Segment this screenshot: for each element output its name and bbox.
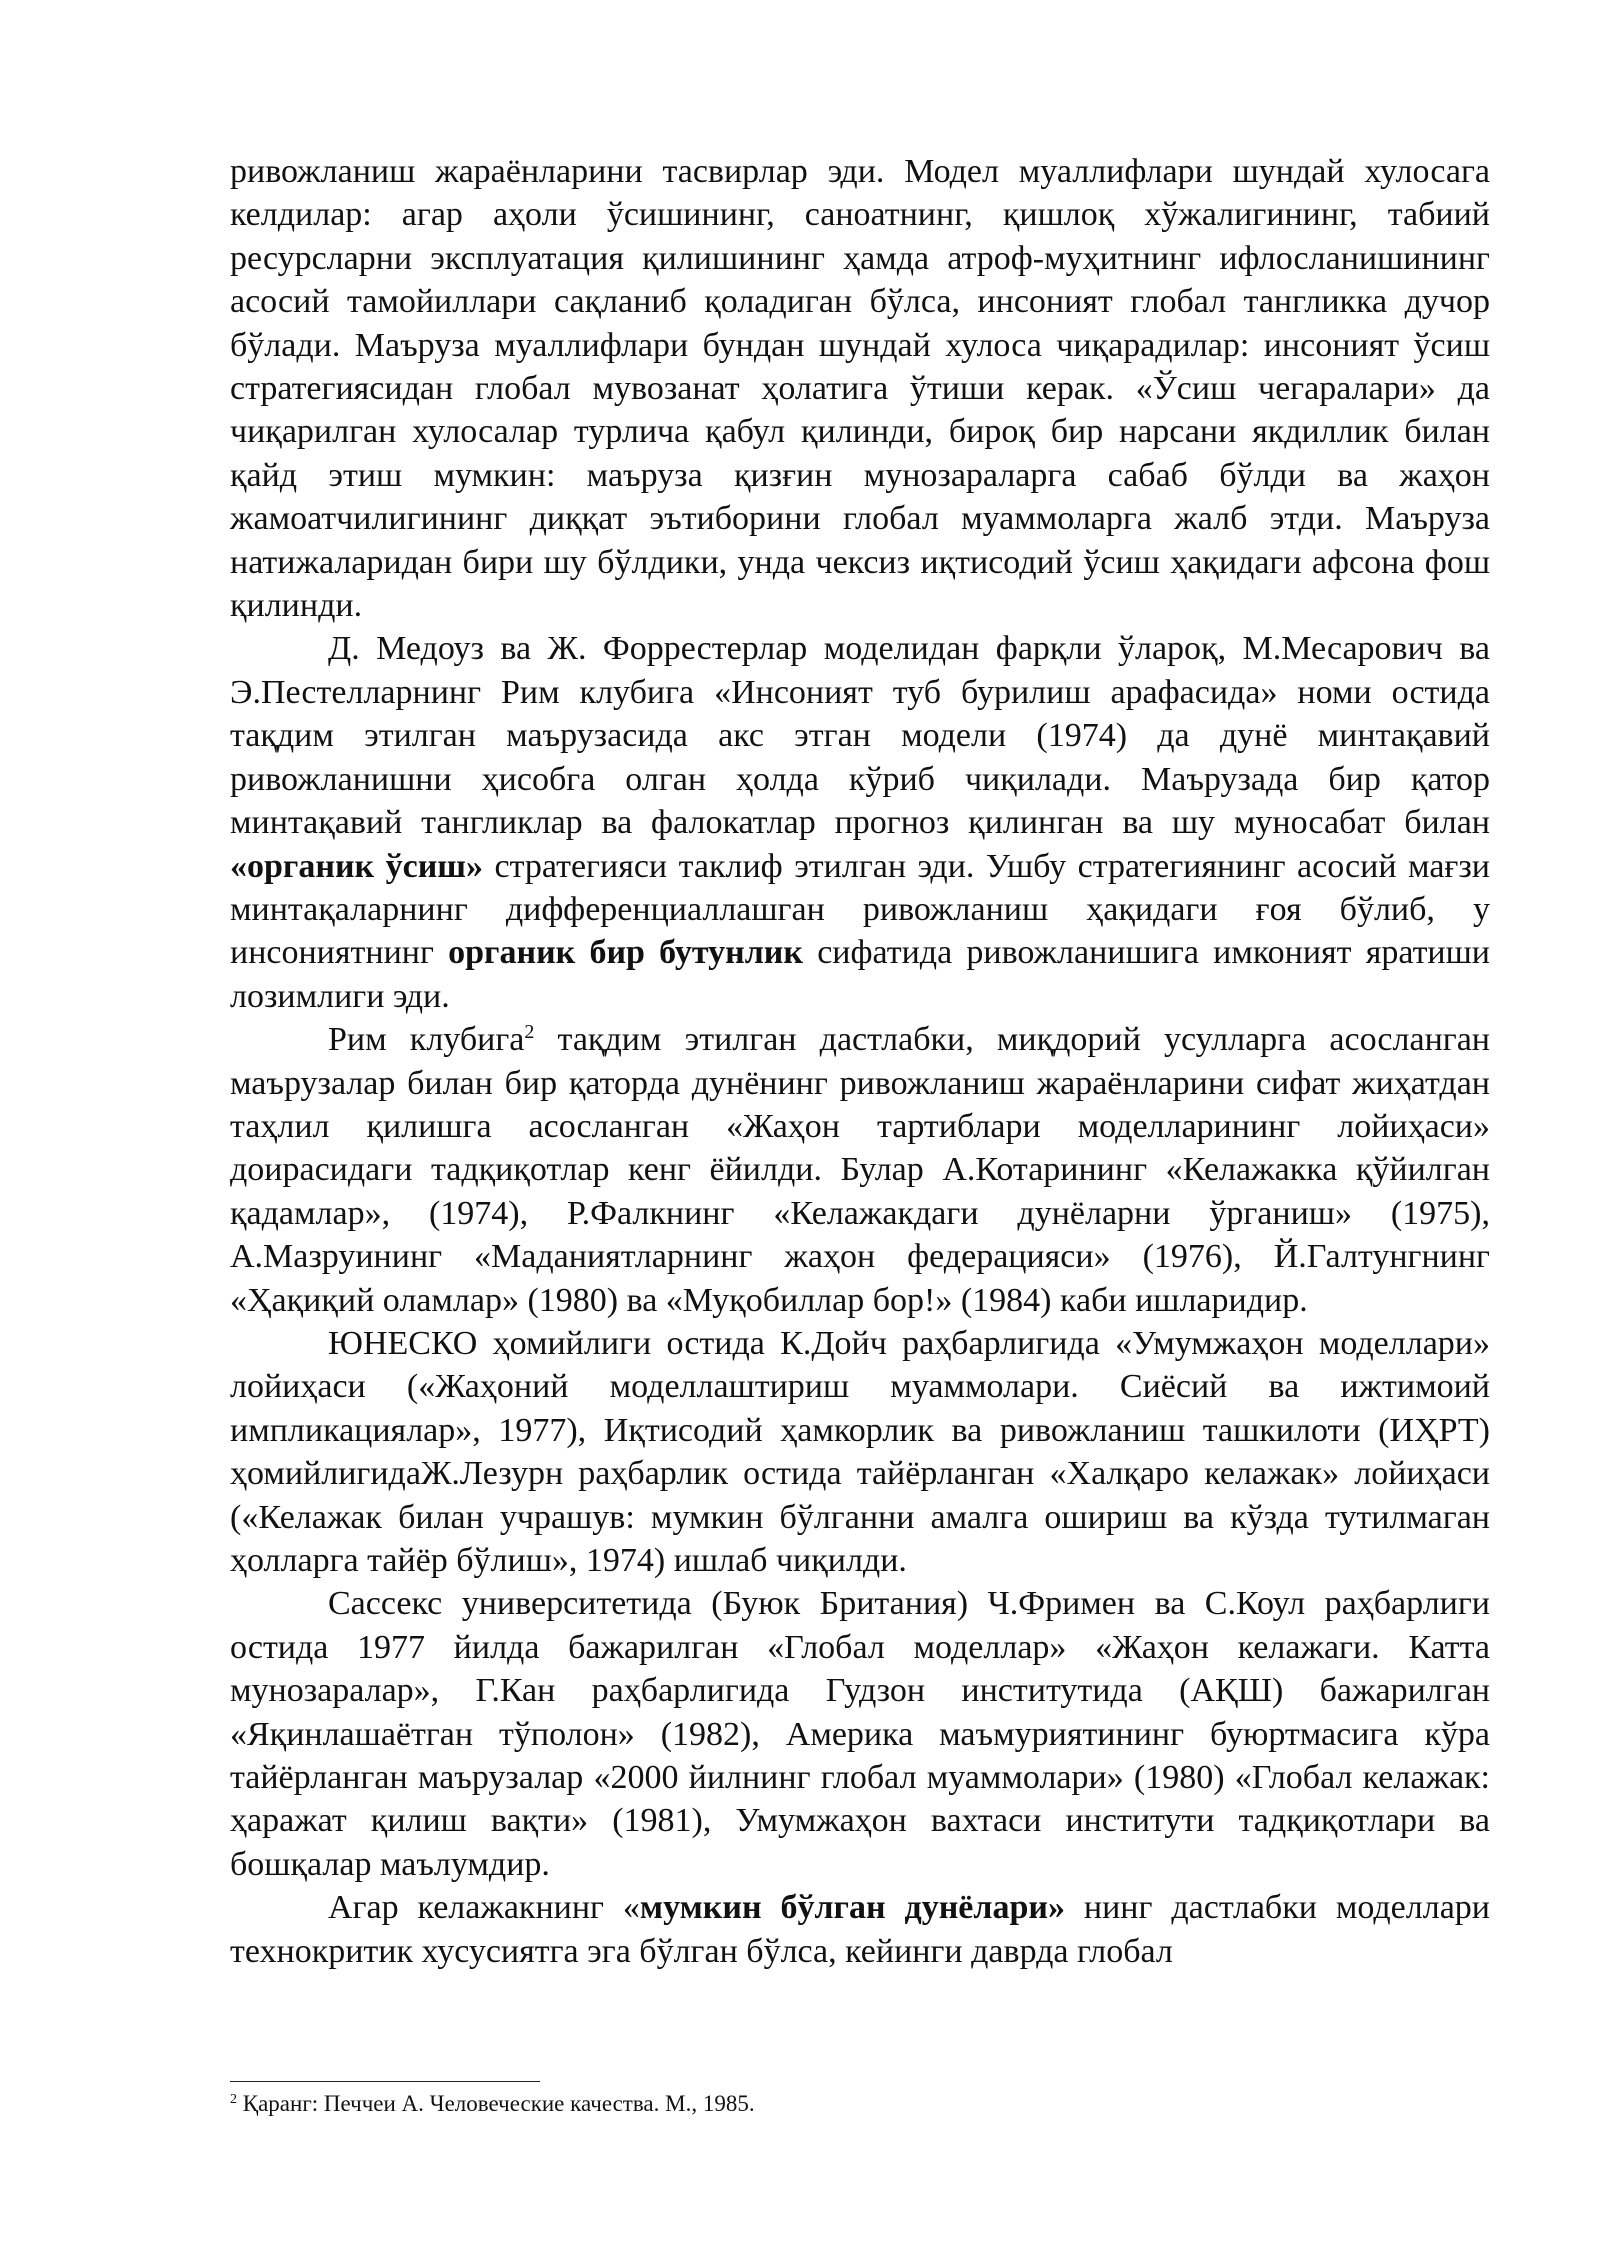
paragraph-2 xyxy=(230,627,1490,1018)
footnote xyxy=(230,2090,755,2118)
footnote-text: Қаранг: Печчеи А. Человеческие качества. М., 1985. xyxy=(237,2091,755,2116)
text-run: нинг дастлабки моделлари технокритик хусусиятга эга бўлган бўлса, кейинги даврда глобал xyxy=(230,1889,1490,1970)
text-run: Д. Медоуз ва Ж. Форрестерлар моделидан фарқли ўлароқ, М.Месарович ва Э.Пестелларнинг Рим клубига «Инсоният туб бурилиш арафасида» номи остида тақдим этилган маърузасида акс этган модели (1974) да дунё минтақавий ривожланишни ҳисобга олган ҳолда кўриб чиқилади. Маърузада бир қатор минтақавий тангликлар ва фалокатлар прогноз қилинган ва шу муносабат билан xyxy=(230,630,1490,842)
paragraph-5 xyxy=(230,1582,1490,1886)
bold-term: «органик ўсиш» xyxy=(230,847,484,885)
footnote-number: 2 xyxy=(230,2092,237,2107)
paragraph-1 xyxy=(230,150,1490,627)
text-run: Сассекс университетида (Буюк Британия) Ч.Фримен ва С.Коул раҳбарлиги остида 1977 йилда бажарилган «Глобал моделлар» «Жаҳон келажаги. Катта мунозаралар», Г.Кан раҳбарлигида Гудзон институтида (АҚШ) бажарилган «Яқинлашаётган тўполон» (1982), Америка маъмуриятининг буюртмасига кўра тайёрланган маърузалар «2000 йилнинг глобал муаммолари» (1980) «Глобал келажак: ҳаражат қилиш вақти» (1981), Умумжаҳон вахтаси институти тадқиқотлари ва бошқалар маълумдир. xyxy=(230,1585,1490,1883)
paragraph-6 xyxy=(230,1886,1490,1973)
text-run: Агар келажакнинг « xyxy=(328,1889,640,1927)
footnote-reference[interactable]: 2 xyxy=(524,1021,535,1044)
footnote-divider xyxy=(230,2081,540,2082)
text-run: сифатида ривожланишига имконият яратиши лозимлиги эди. xyxy=(230,934,1491,1015)
text-run: тақдим этилган дастлабки, миқдорий усулларга асосланган маърузалар билан бир қаторда дунёнинг ривожланиш жараёнларини сифат жиҳатдан таҳлил қилишга асосланган «Жаҳон тартиблари моделларининг лойиҳаси» доирасидаги тадқиқотлар кенг ёйилди. Булар А.Котарининг «Келажакка қўйилган қадамлар», (1974), Р.Фалкнинг «Келажакдаги дунёларни ўрганиш» (1975), А.Мазруининг «Маданиятларнинг жаҳон федерацияси» (1976), Й.Галтунгнинг «Ҳақиқий оламлар» (1980) ва «Муқобиллар бор!» (1984) каби ишларидир. xyxy=(230,1021,1491,1319)
paragraph-3 xyxy=(230,1018,1490,1322)
text-run: ривожланиш жараёнларини тасвирлар эди. Модел муаллифлари шундай хулосага келдилар: агар аҳоли ўсишининг, саноатнинг, қишлоқ хўжалигининг, табиий ресурсларни эксплуатация қилишининг ҳамда атроф-муҳитнинг ифлосланишининг асосий тамойиллари сақланиб қоладиган бўлса, инсоният глобал тангликка дучор бўлади. Маъруза муаллифлари бундан шундай хулоса чиқарадилар: инсоният ўсиш стратегиясидан глобал мувозанат ҳолатига ўтиши керак. «Ўсиш чегаралари» да чиқарилган хулосалар турлича қабул қилинди, бироқ бир нарсани якдиллик билан қайд этиш мумкин: маъруза қизғин мунозараларга сабаб бўлди ва жаҳон жамоатчилигининг диққат эътиборини глобал муаммоларга жалб этди. Маъруза натижаларидан бири шу бўлдики, унда чексиз иқтисодий ўсиш ҳақидаги афсона фош қилинди. xyxy=(230,153,1490,625)
text-run: стратегияси таклиф этилган эди. Ушбу стратегиянинг асосий мағзи минтақаларнинг дифференциаллашган ривожланиш ҳақидаги ғоя бўлиб, у инсониятнинг xyxy=(230,847,1490,972)
paragraph-4 xyxy=(230,1322,1490,1582)
text-run: ЮНЕСКО ҳомийлиги остида К.Дойч раҳбарлигида «Умумжаҳон моделлари» лойиҳаси («Жаҳоний моделлаштириш муаммолари. Сиёсий ва ижтимоий импликациялар», 1977), Иқтисодий ҳамкорлик ва ривожланиш ташкилоти (ИҲРТ) ҳомийлигидаЖ.Лезурн раҳбарлик остида тайёрланган «Халқаро келажак» лойиҳаси («Келажак билан учрашув: мумкин бўлганни амалга ошириш ва кўзда тутилмаган ҳолларга тайёр бўлиш», 1974) ишлаб чиқилди. xyxy=(230,1324,1490,1579)
bold-term: органик бир бутунлик xyxy=(448,934,803,972)
text-run: Рим клубига xyxy=(328,1021,525,1059)
document-body xyxy=(230,150,1490,1973)
bold-term: мумкин бўлган дунёлари» xyxy=(639,1889,1065,1927)
